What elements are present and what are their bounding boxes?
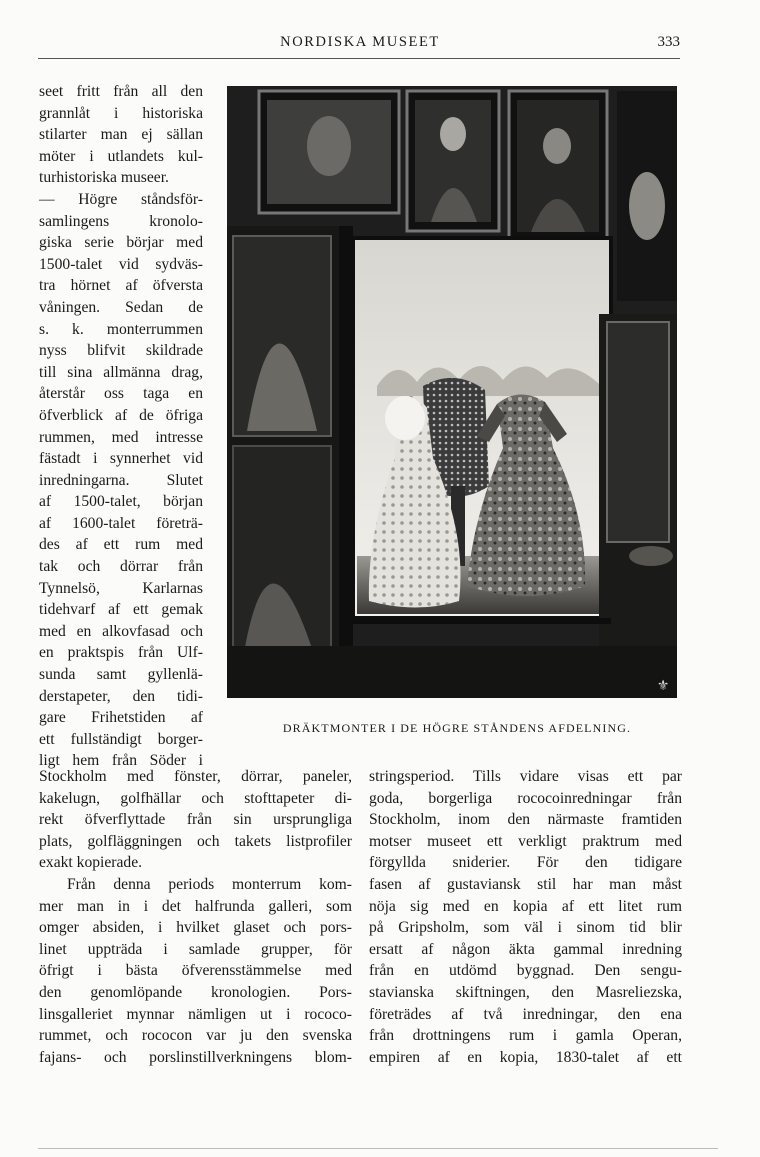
text-line: den genomlöpande kronologien. Pors- <box>39 983 352 1001</box>
text-line: stringsperiod. Tills vidare visas ett par <box>369 768 682 785</box>
page-number: 333 <box>657 34 680 50</box>
text-line: till sina allmänna drag, <box>39 363 203 381</box>
text-line: sunda samt gyllenlä- <box>39 666 203 684</box>
text-line: tak och dörrar från <box>39 558 203 576</box>
text-line: ett fullständigt borger- <box>39 730 203 748</box>
text-line: med en alkovfasad och <box>39 622 203 640</box>
text-line: öfrigt i bästa öfverensstämmelse med <box>39 962 352 980</box>
text-line: företrädes af två inredningar, den ena <box>369 1005 682 1023</box>
text-line: 1500-talet vid sydväs- <box>39 255 203 273</box>
text-line: rummen, med intresse <box>39 428 203 446</box>
text-line: ligt hem från Söder i <box>39 752 203 770</box>
text-line: fajans- och porslinstillverkningens blom- <box>39 1048 352 1066</box>
text-line: från en utdömd byggnad. Den sengu- <box>369 962 682 980</box>
text-line: från drottningens rum i gamla Operan, <box>369 1027 682 1045</box>
text-line: på Gripsholm, som väl i sinom tid blir <box>369 919 682 937</box>
text-line: Tynnelsö, Karlarnas <box>39 579 203 597</box>
narrow-text-column <box>39 81 203 772</box>
text-line: förgyllda sniderier. För den tidigare <box>369 854 682 872</box>
text-line: giska serie börjar med <box>39 234 203 252</box>
photo-illustration <box>227 86 677 698</box>
text-line: — Högre ståndsför- <box>39 190 203 208</box>
text-line: tidehvarf af ett gemak <box>39 601 203 619</box>
text-line: stavianska skiftningen, den Masreliezska, <box>369 983 682 1001</box>
text-line: öfverblick af de öfriga <box>39 406 203 424</box>
text-line: kakelugn, golfhällar och stofttapeter di- <box>39 789 352 807</box>
text-line: gare Frihetstiden af <box>39 709 203 727</box>
text-line: omger absiden, i hvilket glaset och pors- <box>39 919 352 937</box>
svg-text:⚜: ⚜ <box>656 678 670 694</box>
text-line: tra hörnet af öfversta <box>39 277 203 295</box>
text-line: linsgalleriet mynnar nämligen ut i rococo- <box>39 1005 352 1023</box>
text-line: turhistoriska museer. <box>39 169 169 187</box>
text-line: Stockholm med fönster, dörrar, paneler, <box>39 768 352 785</box>
text-line: fasen af gustaviansk stil har man måst <box>369 875 682 893</box>
text-line: samlingens kronolo- <box>39 212 203 230</box>
text-line: rekt öfverflyttade från sin ursprungliga <box>39 811 352 829</box>
text-line: exakt kopierade. <box>39 854 143 872</box>
text-line: des af ett rum med <box>39 536 203 554</box>
text-line: seet fritt från all den <box>39 83 203 100</box>
text-line: Från denna periods monterrum kom- <box>67 875 352 893</box>
text-line: nyss blifvit skildrade <box>39 342 203 360</box>
text-line: mer man in i det halfrunda galleri, som <box>39 897 352 915</box>
text-line: motser museet ett verkligt praktrum med <box>369 832 682 850</box>
figure-caption: DRÄKTMONTER I DE HÖGRE STÅNDENS AFDELNING. <box>282 721 632 735</box>
text-line: rummet, och rococon var ju den svenska <box>39 1027 352 1045</box>
text-line: inredningarna. Slutet <box>39 471 203 489</box>
text-line: återstår oss taga en <box>39 385 203 403</box>
right-text-column <box>369 766 682 1068</box>
text-line: en praktspis från Ulf- <box>39 644 203 662</box>
text-line: grannlåt i historiska <box>39 104 203 122</box>
text-line: linet uppträda i samlade grupper, för <box>39 940 352 958</box>
text-line: möter i utlandets kul- <box>39 147 203 165</box>
photo-costume-display-case <box>227 86 677 698</box>
text-line: Stockholm, inom den närmaste framtiden <box>369 811 682 829</box>
text-line: af 1600-talet företrä- <box>39 514 203 532</box>
text-line: s. k. monterrummen <box>39 320 203 338</box>
text-line: våningen. Sedan de <box>39 298 203 316</box>
text-line: fästadt i synnerhet vid <box>39 450 203 468</box>
text-line: plats, golfläggningen och takets listprofiler <box>39 832 352 850</box>
header-rule <box>38 58 680 59</box>
text-line: empiren af en kopia, 1830-talet af ett <box>369 1048 682 1066</box>
text-line: derstapeter, den tidi- <box>39 687 203 705</box>
text-line: stilarter man ej sällan <box>39 126 203 144</box>
running-header-title: NORDISKA MUSEET <box>280 34 440 50</box>
page-bottom-edge <box>38 1148 718 1149</box>
left-text-column <box>39 766 352 1068</box>
text-line: nöja sig med en kopia af ett litet rum <box>369 897 682 915</box>
text-line: ersatt af någon äkta gammal inredning <box>369 940 682 958</box>
text-line: af 1500-talet, början <box>39 493 203 511</box>
text-line: goda, borgerliga rococoinredningar från <box>369 789 682 807</box>
